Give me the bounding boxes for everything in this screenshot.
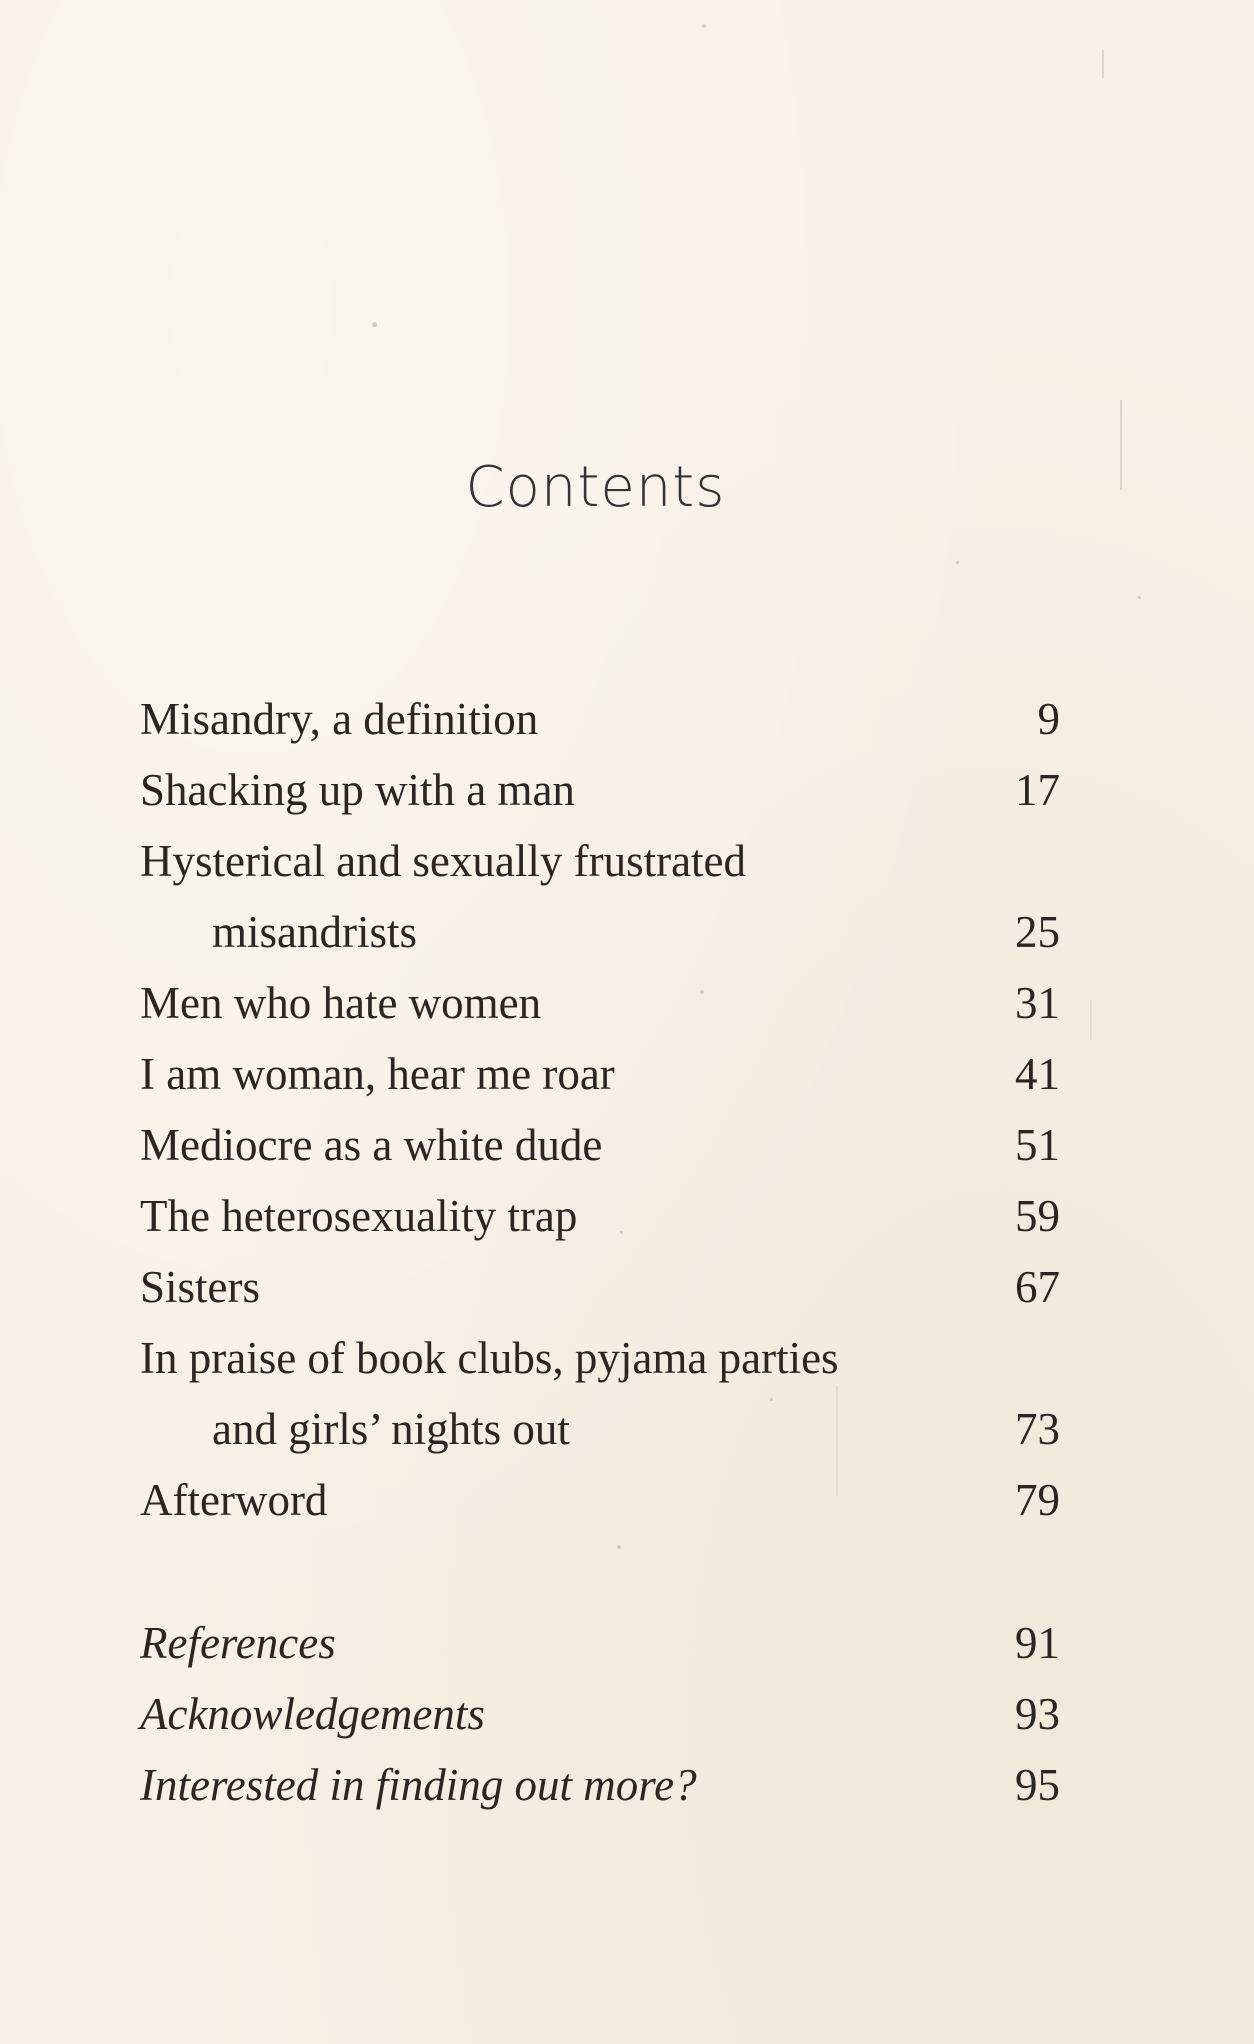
toc-entry-title: References [140, 1618, 336, 1668]
toc-entry-page: 51 [1015, 1120, 1060, 1170]
paper-scratch [1090, 1000, 1092, 1040]
toc-entry-title: Acknowledgements [140, 1689, 485, 1739]
toc-entry-title: Hysterical and sexually frustrated [140, 836, 747, 886]
toc-entry-title: Afterword [140, 1475, 328, 1525]
toc-backmatter-entry [140, 1608, 1060, 1679]
toc-entry [140, 1252, 1060, 1323]
toc-entry-title: Sisters [140, 1262, 261, 1312]
toc-entry-page: 9 [1037, 694, 1060, 744]
toc-entry-title: Men who hate women [140, 978, 542, 1028]
toc-entry-title: Mediocre as a white dude [140, 1120, 603, 1170]
toc-entry [140, 1323, 1060, 1394]
page-title: Contents [465, 455, 726, 520]
section-spacer [140, 1536, 1060, 1608]
toc-entry-page: 73 [1015, 1404, 1060, 1454]
toc-entry-continuation [140, 897, 1060, 968]
toc-entry-page: 67 [1015, 1262, 1060, 1312]
paper-speck [956, 561, 959, 564]
toc-entry-page: 41 [1015, 1049, 1060, 1099]
toc-entry-title: Shacking up with a man [140, 765, 575, 815]
toc-entry-page: 31 [1015, 978, 1060, 1028]
toc-backmatter-entry [140, 1679, 1060, 1750]
toc-entry [140, 1181, 1060, 1252]
toc-entry-page: 91 [1015, 1618, 1060, 1668]
toc-entry-title-continued: and girls’ nights out [212, 1404, 570, 1454]
toc-entry-title-continued: misandrists [212, 907, 418, 957]
toc-entry-title: Misandry, a definition [140, 694, 539, 744]
toc-entry [140, 755, 1060, 826]
paper-speck [702, 24, 706, 28]
toc-entry-page: 25 [1015, 907, 1060, 957]
toc-entry [140, 826, 1060, 897]
paper-speck [372, 322, 377, 327]
toc-entry-continuation [140, 1394, 1060, 1465]
toc-entry-page: 93 [1015, 1689, 1060, 1739]
toc-entry [140, 1110, 1060, 1181]
toc-entry-page: 17 [1015, 765, 1060, 815]
paper-scratch [1102, 50, 1104, 78]
toc-entry-title: In praise of book clubs, pyjama parties [140, 1333, 839, 1383]
toc-entry [140, 968, 1060, 1039]
toc-entry-title: I am woman, hear me roar [140, 1049, 615, 1099]
toc-entry [140, 1465, 1060, 1536]
table-of-contents [140, 684, 1060, 1821]
toc-entry [140, 1039, 1060, 1110]
toc-entry-page: 59 [1015, 1191, 1060, 1241]
toc-backmatter-entry [140, 1750, 1060, 1821]
paper-speck [1138, 596, 1141, 599]
toc-entry-page: 79 [1015, 1475, 1060, 1525]
toc-entry-title: Interested in finding out more? [140, 1760, 697, 1810]
toc-entry-page: 95 [1015, 1760, 1060, 1810]
toc-entry-title: The heterosexuality trap [140, 1191, 578, 1241]
toc-entry [140, 684, 1060, 755]
